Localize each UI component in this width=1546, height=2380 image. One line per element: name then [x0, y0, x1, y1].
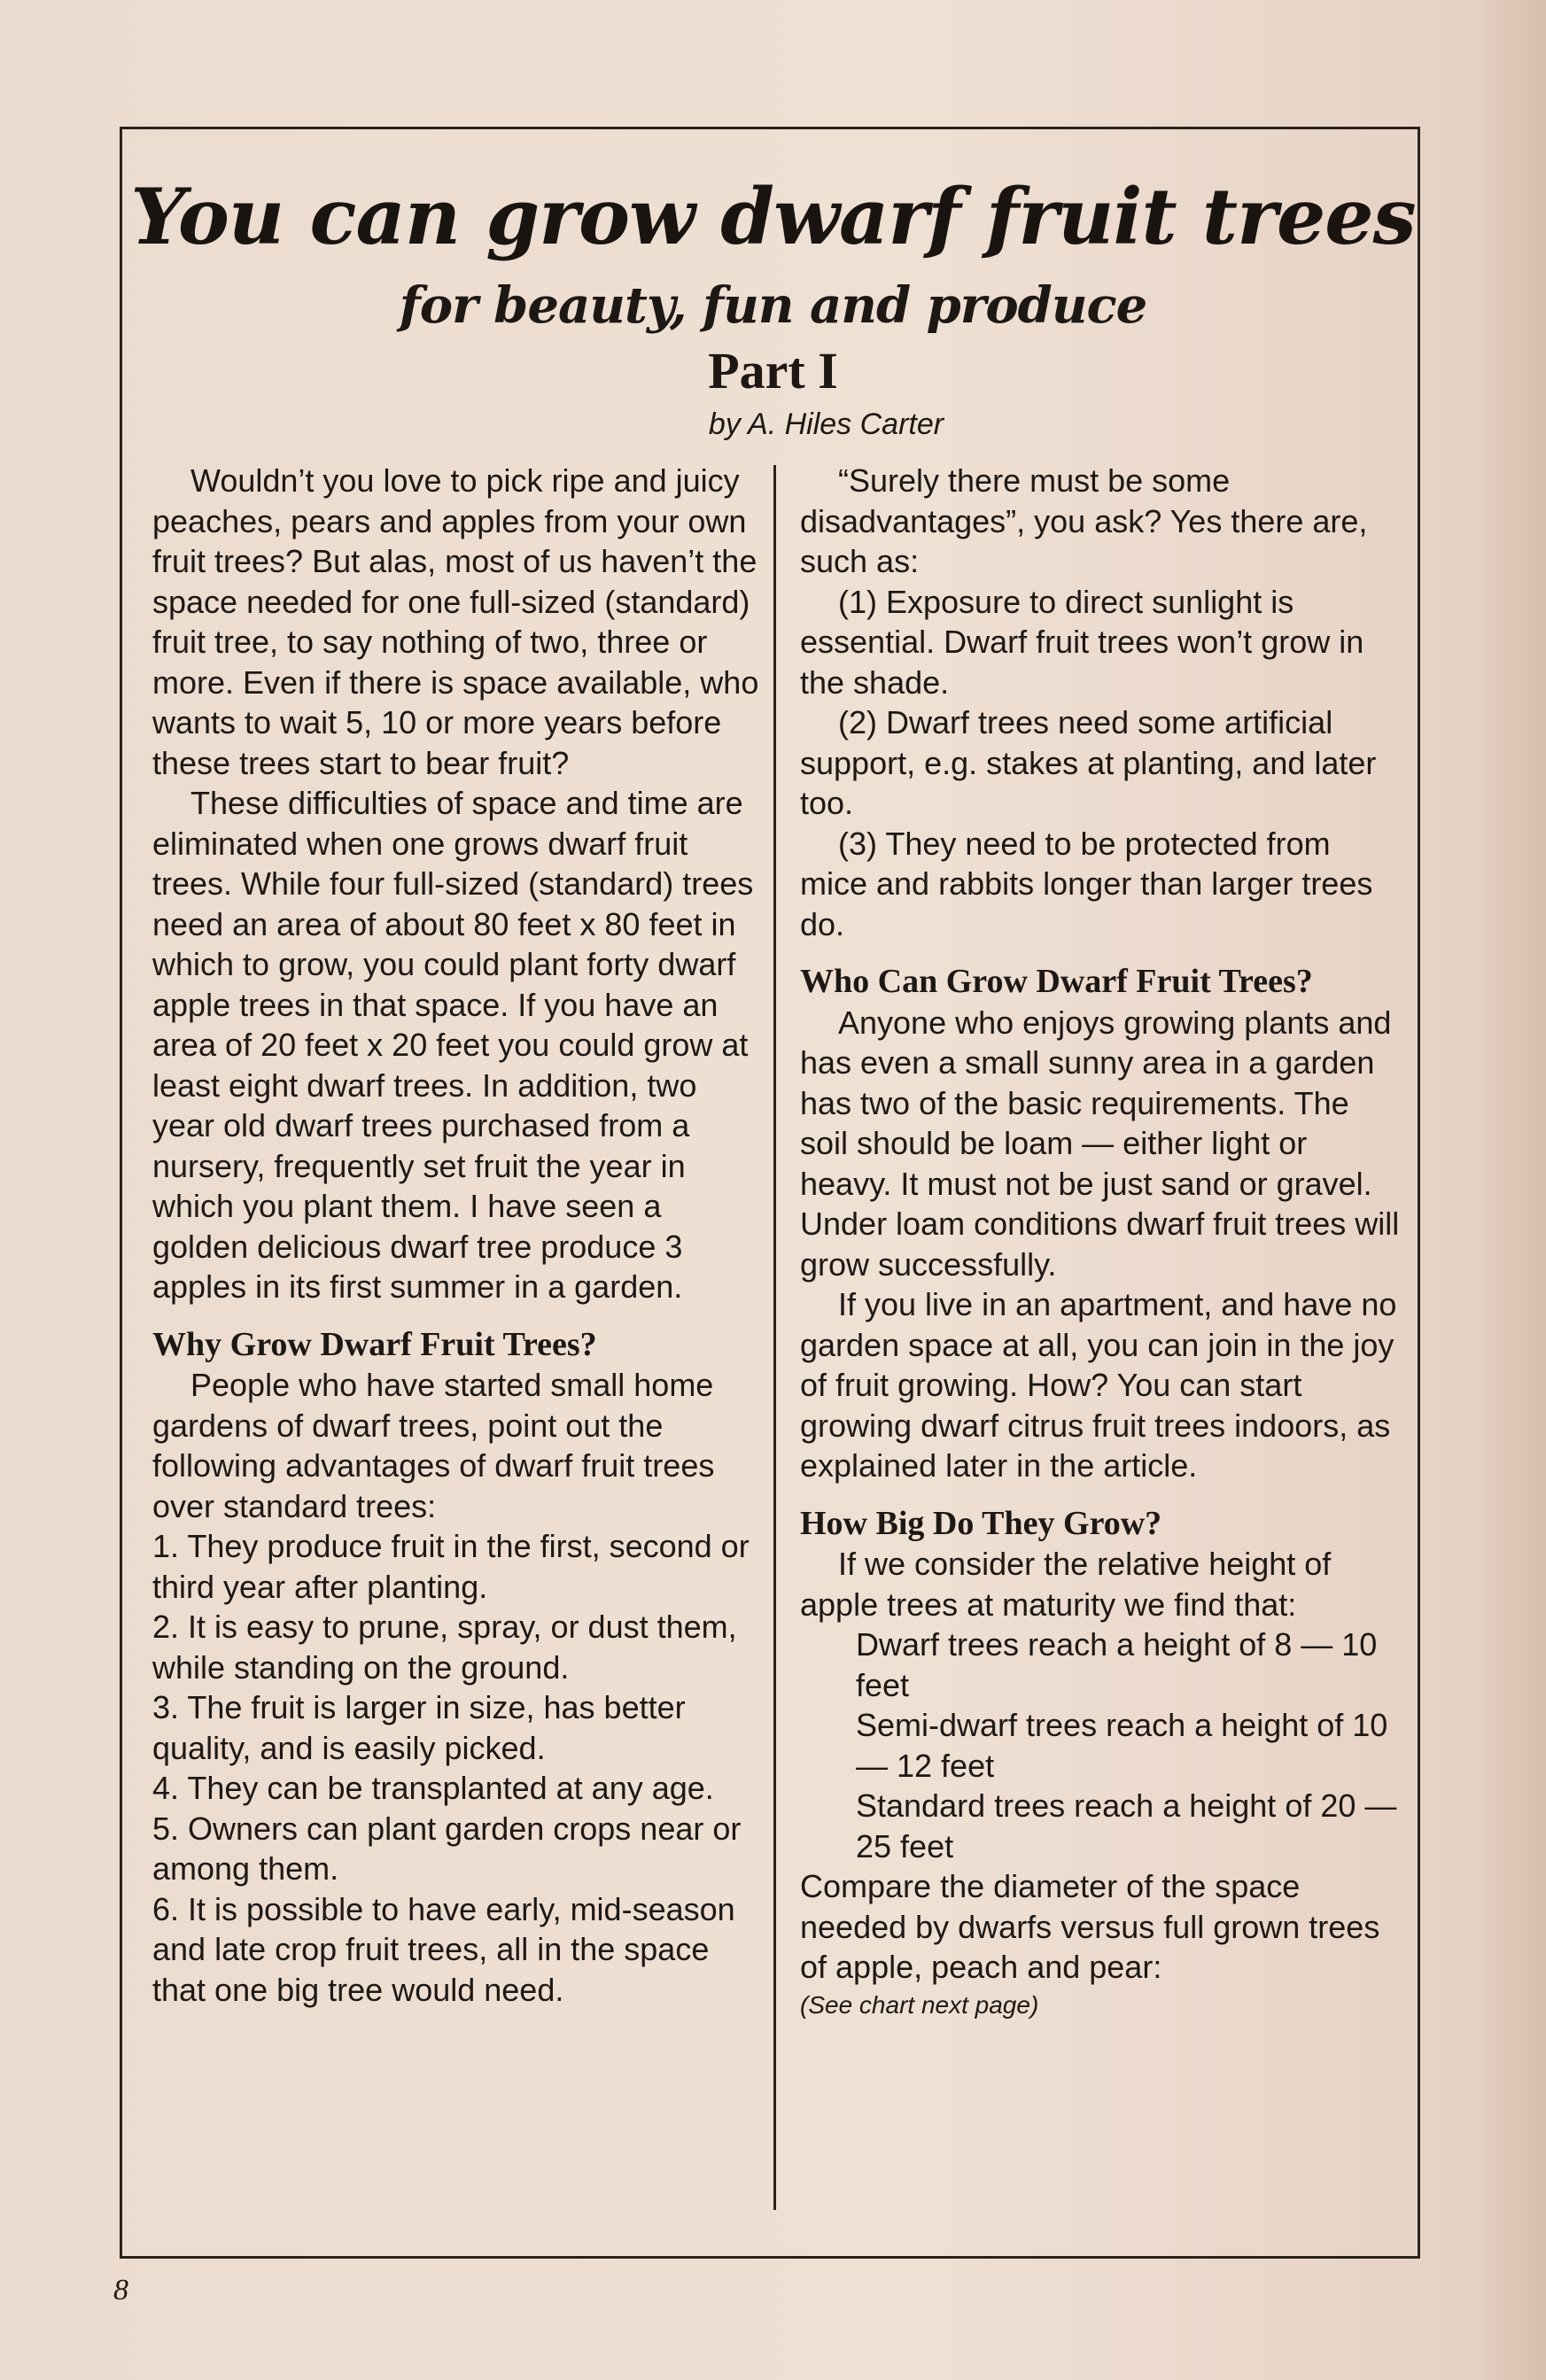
paragraph: People who have started small home gardens of dwarf trees, point out the following advantages of dwarf fruit trees over standard trees: [152, 1367, 715, 1524]
paragraph: Anyone who enjoys growing plants and has even a small sunny area in a garden has two of the basic requirements. The soil should be loam — either light or heavy. It must not be just sand or gravel. Under loam conditions dwarf fruit trees will grow successfully. [800, 1004, 1400, 1283]
paragraph: Wouldn’t you love to pick ripe and juicy peaches, pears and apples from your own fruit trees? But alas, most of us haven’t the space needed for one full-sized (standard) fruit tree, to say nothing of two, three or more. Even if there is space available, who wants to wait 5, 10 or more years before these trees start to bear fruit? [152, 462, 759, 781]
byline: by A. Hiles Carter [708, 407, 944, 441]
list-item: (3) They need to be protected from mice and rabbits longer than larger trees do. [800, 825, 1373, 942]
left-column [152, 461, 764, 2010]
chart-note: (See chart next page) [800, 1990, 1039, 2019]
advantages-list [152, 1526, 764, 2010]
list-item: Dwarf trees reach a height of 8 — 10 feet [856, 1626, 1378, 1703]
paragraph: Compare the diameter of the space needed by dwarfs versus full grown trees of apple, peach and pear: [800, 1868, 1380, 1985]
list-item: Semi-dwarf trees reach a height of 10 — 12 feet [856, 1707, 1388, 1784]
list-item: 4. They can be transplanted at any age. [152, 1770, 714, 1806]
article-subtitle: for beauty, fun and produce [399, 276, 1147, 335]
paragraph: These difficulties of space and time are eliminated when one grows dwarf fruit trees. While four full-sized (standard) trees need an area of about 80 feet x 80 feet in which to grow, you could plant forty dwarf apple trees in that space. If you have an area of 20 feet x 20 feet you could grow at least eight dwarf trees. In addition, two year old dwarf trees purchased from a nursery, frequently set fruit the year in which you plant them. I have seen a golden delicious dwarf tree produce 3 apples in its first summer in a garden. [152, 785, 754, 1305]
paragraph: If we consider the relative height of apple trees at maturity we find that: [800, 1546, 1332, 1623]
article-title: You can grow dwarf fruit trees [130, 171, 1416, 262]
paragraph: If you live in an apartment, and have no garden space at all, you can join in the joy of fruit growing. How? You can start growing dwarf citrus fruit trees indoors, as explained later in the article. [800, 1286, 1397, 1484]
list-item: 3. The fruit is larger in size, has better quality, and is easily picked. [152, 1689, 686, 1766]
column-divider [773, 465, 776, 2210]
height-list [800, 1624, 1402, 1866]
section-heading-how-big: How Big Do They Grow? [800, 1504, 1162, 1542]
right-column [800, 461, 1402, 2023]
list-item: (1) Exposure to direct sunlight is essential. Dwarf fruit trees won’t grow in the shade. [800, 583, 1364, 701]
section-heading-who: Who Can Grow Dwarf Fruit Trees? [800, 963, 1313, 1000]
list-item: 5. Owners can plant garden crops near or among them. [152, 1810, 742, 1887]
list-item: (2) Dwarf trees need some artificial support, e.g. stakes at planting, and later too. [800, 704, 1377, 821]
list-item: 6. It is possible to have early, mid-season and late crop fruit trees, all in the space that one big tree would need. [152, 1890, 735, 2008]
page-number: 8 [113, 2274, 128, 2306]
list-item: 2. It is easy to prune, spray, or dust them, while standing on the ground. [152, 1609, 737, 1686]
section-heading-why: Why Grow Dwarf Fruit Trees? [152, 1325, 597, 1363]
paragraph: “Surely there must be some disadvantages”, you ask? Yes there are, such as: [800, 462, 1368, 579]
list-item: Standard trees reach a height of 20 — 25 feet [856, 1787, 1397, 1864]
list-item: 1. They produce fruit in the first, second or third year after planting. [152, 1528, 750, 1605]
part-label: Part I [708, 342, 838, 399]
